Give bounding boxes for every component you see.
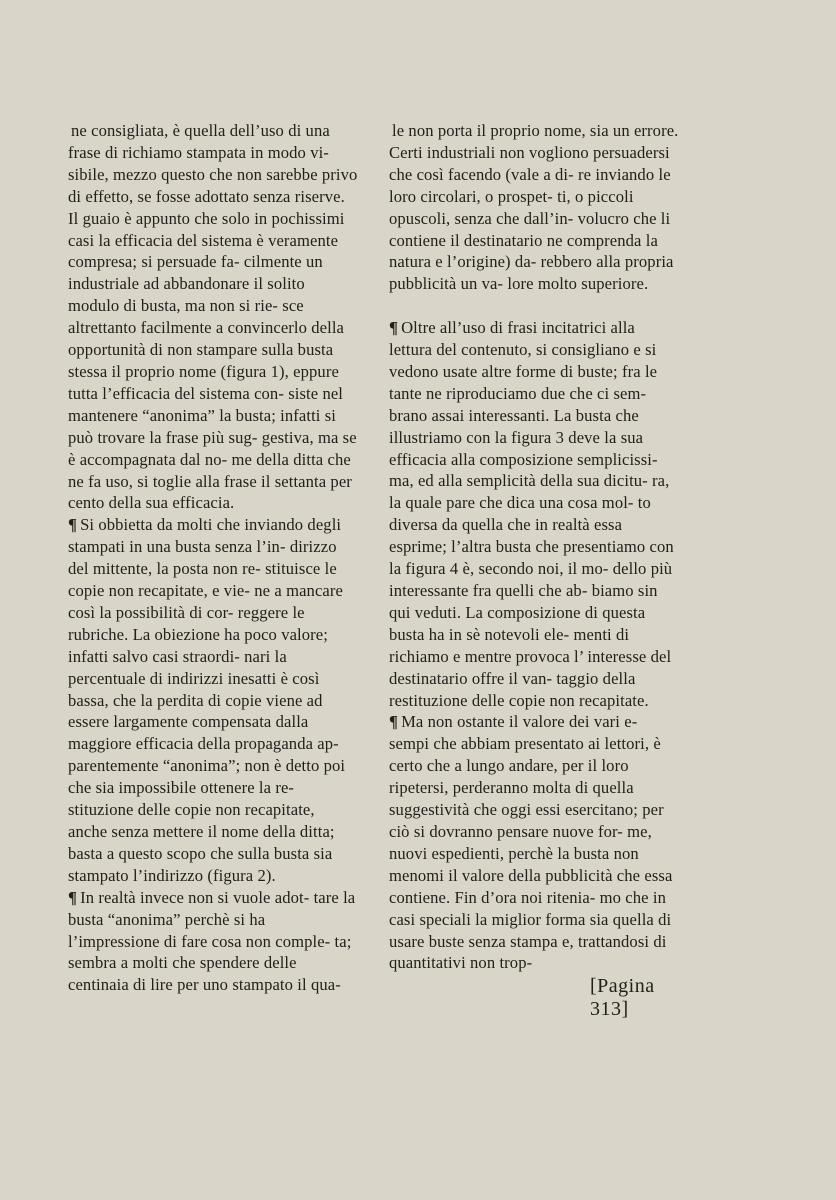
- pilcrow-icon: ¶: [389, 712, 399, 732]
- paragraph: [68, 514, 358, 886]
- paragraph: [68, 887, 358, 997]
- page-number: [Pagina 313]: [590, 975, 655, 1020]
- left-text-column: [68, 120, 358, 996]
- paragraph-text: Si obbietta da molti che inviando degli stampati in una busta senza l’in- dirizzo del mittente, la posta non re- stituisce le copie non recapitate, e vie- ne a mancare così la possibilità di cor- reggere le rubriche. La obiezione ha poco valore; infatti salvo casi straordi- nari la percentuale di indirizzi inesatti è così bassa, che la perdita di copie viene ad essere largamente compensata dalla maggiore efficacia della propaganda ap- parentemente “anonima”; non è detto poi che sia impossibile ottenere la re- stituzione delle copie non recapitate, anche senza mettere il nome della ditta; basta a questo scopo che sulla busta sia stampato l’indirizzo (figura 2).: [68, 515, 346, 885]
- pilcrow-icon: ¶: [68, 515, 78, 535]
- paragraph-text: le non porta il proprio nome, sia un errore. Certi industriali non vogliono persuadersi che così facendo (vale a di- re inviando le loro circolari, o prospet- ti, o piccoli opuscoli, senza che dall’in- volucro che li contiene il destinatario ne comprenda la natura e l’origine) da- rebbero alla propria pubblicità un va- lore molto superiore.: [389, 121, 679, 294]
- right-text-column: [389, 120, 679, 974]
- paragraph-text: ne consigliata, è quella dell’uso di una frase di richiamo stampata in modo vi- sibile, mezzo questo che non sarebbe privo di effetto, se fosse adottato senza riserve. Il guaio è appunto che solo in pochissimi casi la efficacia del sistema è veramente compresa; si persuade fa- cilmente un industriale ad abbandonare il solito modulo di busta, ma non si rie- sce altrettanto facilmente a convincerlo della opportunità di non stampare sulla busta stessa il proprio nome (figura 1), eppure tutta l’efficacia del sistema con- siste nel mantenere “anonima” la busta; infatti si può trovare la frase più sug- gestiva, ma se è accompagnata dal no- me della ditta che ne fa uso, si toglie alla frase il settanta per cento della sua efficacia.: [68, 121, 358, 513]
- paragraph: [68, 120, 358, 514]
- paragraph-text: In realtà invece non si vuole adot- tare la busta “anonima” perchè si ha l’impressione di fare cosa non comple- ta; sembra a molti che spendere delle centinaia di lire per uno stampato il qua-: [68, 887, 356, 995]
- paragraph-text: Ma non ostante il valore dei vari e- sempi che abbiam presentato ai lettori, è certo che a lungo andare, per il loro ripetersi, perderanno molta di quella suggestività che oggi essi esercitano; per ciò si dovranno pensare nuove for- me, nuovi espedienti, perchè la busta non menomi il valore della pubblicità che essa contiene. Fin d’ora noi ritenia- mo che in casi speciali la miglior forma sia quella di usare buste senza stampa e, trattandosi di quantitativi non trop-: [389, 712, 673, 973]
- paragraph-text: Oltre all’uso di frasi incitatrici alla lettura del contenuto, si consigliano e si vedono usate altre forme di buste; fra le tante ne riproduciamo due che ci sem- brano assai interessanti. La busta che illustriamo con la figura 3 deve la sua efficacia alla composizione semplicissi- ma, ed alla semplicità della sua dicitu- ra, la quale pare che dica una cosa mol- to diversa da quella che in realtà essa esprime; l’altra busta che presentiamo con la figura 4 è, secondo noi, il mo- dello più interessante fra quelli che ab- biamo sin qui veduti. La composizione di questa busta ha in sè notevoli ele- menti di richiamo e mentre provoca l’ interesse del destinatario offre il van- taggio della restituzione delle copie non recapitate.: [389, 318, 674, 710]
- pilcrow-icon: ¶: [68, 887, 78, 907]
- paragraph: [389, 711, 679, 974]
- paragraph: [389, 317, 679, 711]
- pilcrow-icon: ¶: [389, 318, 399, 338]
- paragraph: [389, 120, 679, 295]
